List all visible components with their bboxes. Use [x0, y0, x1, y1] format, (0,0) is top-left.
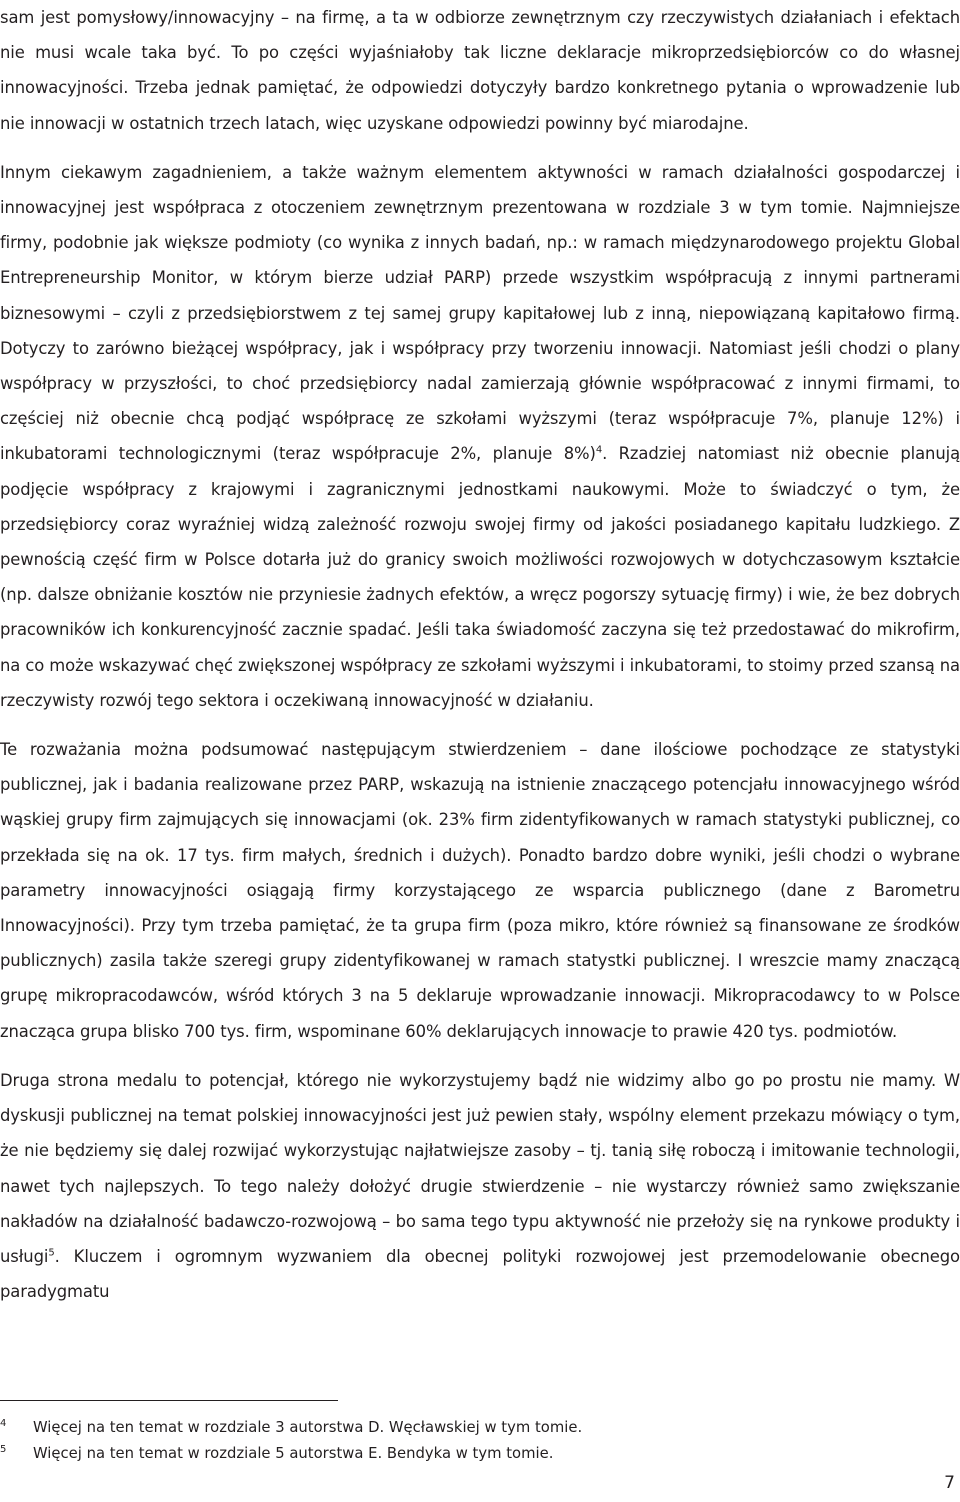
footnote-number: 4 [0, 1418, 7, 1429]
page-number: 7 [944, 1473, 955, 1493]
paragraph-4 [0, 1063, 960, 1309]
paragraph-1-text: sam jest pomysłowy/innowacyjny – na firmę, a ta w odbiorze zewnętrznym czy rzeczywistych działaniach i efektach nie musi wcale taka być. To po części wyjaśniałoby tak liczne deklaracje mikroprzedsiębiorców co do własnej innowacyjności. Trzeba jednak pamiętać, że odpowiedzi dotyczyły bardzo konkretnego pytania o wprowadzenie lub nie innowacji w ostatnich trzech latach, więc uzyskane odpowiedzi powinny być miarodajne. [0, 8, 960, 133]
paragraph-2 [0, 155, 960, 718]
footnotes [0, 1400, 960, 1467]
paragraph-3 [0, 732, 960, 1049]
footnote-text: Więcej na ten temat w rozdziale 5 autorstwa E. Bendyka w tym tomie. [33, 1445, 554, 1462]
footnote-ref-4[interactable]: 4 [595, 444, 603, 456]
footnote-text: Więcej na ten temat w rozdziale 3 autorstwa D. Węcławskiej w tym tomie. [33, 1419, 583, 1436]
paragraph-4-text-a: Druga strona medalu to potencjał, którego nie wykorzystujemy bądź nie widzimy albo go po prostu nie mamy. W dyskusji publicznej na temat polskiej innowacyjności jest już pewien stały, wspólny element przekazu mówiący o tym, że nie będziemy się dalej rozwijać wykorzystując najłatwiejsze zasoby – tj. tanią siłę roboczą i imitowanie technologii, nawet tych najlepszych. To tego należy dołożyć drugie stwierdzenie – nie wystarczy również samo zwiększanie nakładów na działalność badawczo-rozwojową – bo sama tego typu aktywność nie przełoży się na rynkowe produkty i usługi [0, 1070, 960, 1266]
footnote-ref-5[interactable]: 5 [48, 1247, 55, 1259]
paragraph-2-text-a: Innym ciekawym zagadnieniem, a także ważnym elementem aktywności w ramach działalności gospodarczej i innowacyjnej jest współpraca z otoczeniem zewnętrznym prezentowana w rozdziale 3 w tym tomie. Najmniejsze firmy, podobnie jak większe podmioty (co wynika z innych badań, np.: w ramach międzynarodowego projektu Global Entrepreneurship Monitor, w którym bierze udział PARP) przede wszystkim współpracują z innymi partnerami biznesowymi – czyli z przedsiębiorstwem z tej samej grupy kapitałowej lub z inną, niepowiązaną kapitałowo firmą. Dotyczy to zarówno bieżącej współpracy, jak i współpracy przy tworzeniu innowacji. Natomiast jeśli chodzi o plany współpracy w przyszłości, to choć przedsiębiorcy nadal zamierzają głównie współpracować z innymi firmami, to częściej niż obecnie chcą podjąć współpracę ze szkołami wyższymi (teraz współpracuje 7%, planuje 12%) i inkubatorami technologicznymi (teraz współpracuje 2%, planuje 8%) [0, 162, 960, 464]
footnote-number: 5 [0, 1444, 7, 1455]
footnote-5 [0, 1441, 960, 1467]
footnote-divider [0, 1400, 338, 1401]
paragraph-3-text: Te rozważania można podsumować następującym stwierdzeniem – dane ilościowe pochodzące ze statystyki publicznej, jak i badania realizowane przez PARP, wskazują na istnienie znaczącego potencjału innowacyjnego wśród wąskiej grupy firm zajmujących się innowacjami (ok. 23% firm zidentyfikowanych w ramach statystyki publicznej, co przekłada się na ok. 17 tys. firm małych, średnich i dużych). Ponadto bardzo dobre wyniki, jeśli chodzi o wybrane parametry innowacyjności osiągają firmy korzystającego ze wsparcia publicznego (dane z Barometru Innowacyjności). Przy tym trzeba pamiętać, że ta grupa firm (poza mikro, które również są finansowane ze środków publicznych) zasila także szeregi grupy zidentyfikowanej w ramach statystki publicznej. I wreszcie mamy znaczącą grupę mikropracodawców, wśród których 3 na 5 deklaruje wprowadzanie innowacji. Mikropracodawcy to w Polsce znacząca grupa blisko 700 tys. firm, wspominane 60% deklarujących innowacje to prawie 420 tys. podmiotów. [0, 740, 960, 1041]
paragraph-4-text-b: . Kluczem i ogromnym wyzwaniem dla obecnej polityki rozwojowej jest przemodelowanie obecnego paradygmatu [0, 1246, 960, 1302]
footnote-4 [0, 1415, 960, 1441]
paragraph-1 [0, 0, 960, 141]
paragraph-2-text-b: . Rzadziej natomiast niż obecnie planują podjęcie współpracy z krajowymi i zagranicznymi jednostkami naukowymi. Może to świadczyć o tym, że przedsiębiorcy coraz wyraźniej widzą zależność rozwoju swojej firmy od jakości posiadanego kapitału ludzkiego. Z pewnością część firm w Polsce dotarła już do granicy swoich możliwości rozwojowych w dotychczasowym kształcie (np. dalsze obniżanie kosztów nie przyniesie żadnych efektów, a wręcz pogorszy sytuację firmy) i wie, że bez dobrych pracowników ich konkurencyjność zacznie spadać. Jeśli taka świadomość zaczyna się też przedostawać do mikrofirm, na co może wskazywać chęć zwiększonej współpracy ze szkołami wyższymi i inkubatorami, to stoimy przed szansą na rzeczywisty rozwój tego sektora i oczekiwaną innowacyjność w działaniu. [0, 444, 960, 710]
